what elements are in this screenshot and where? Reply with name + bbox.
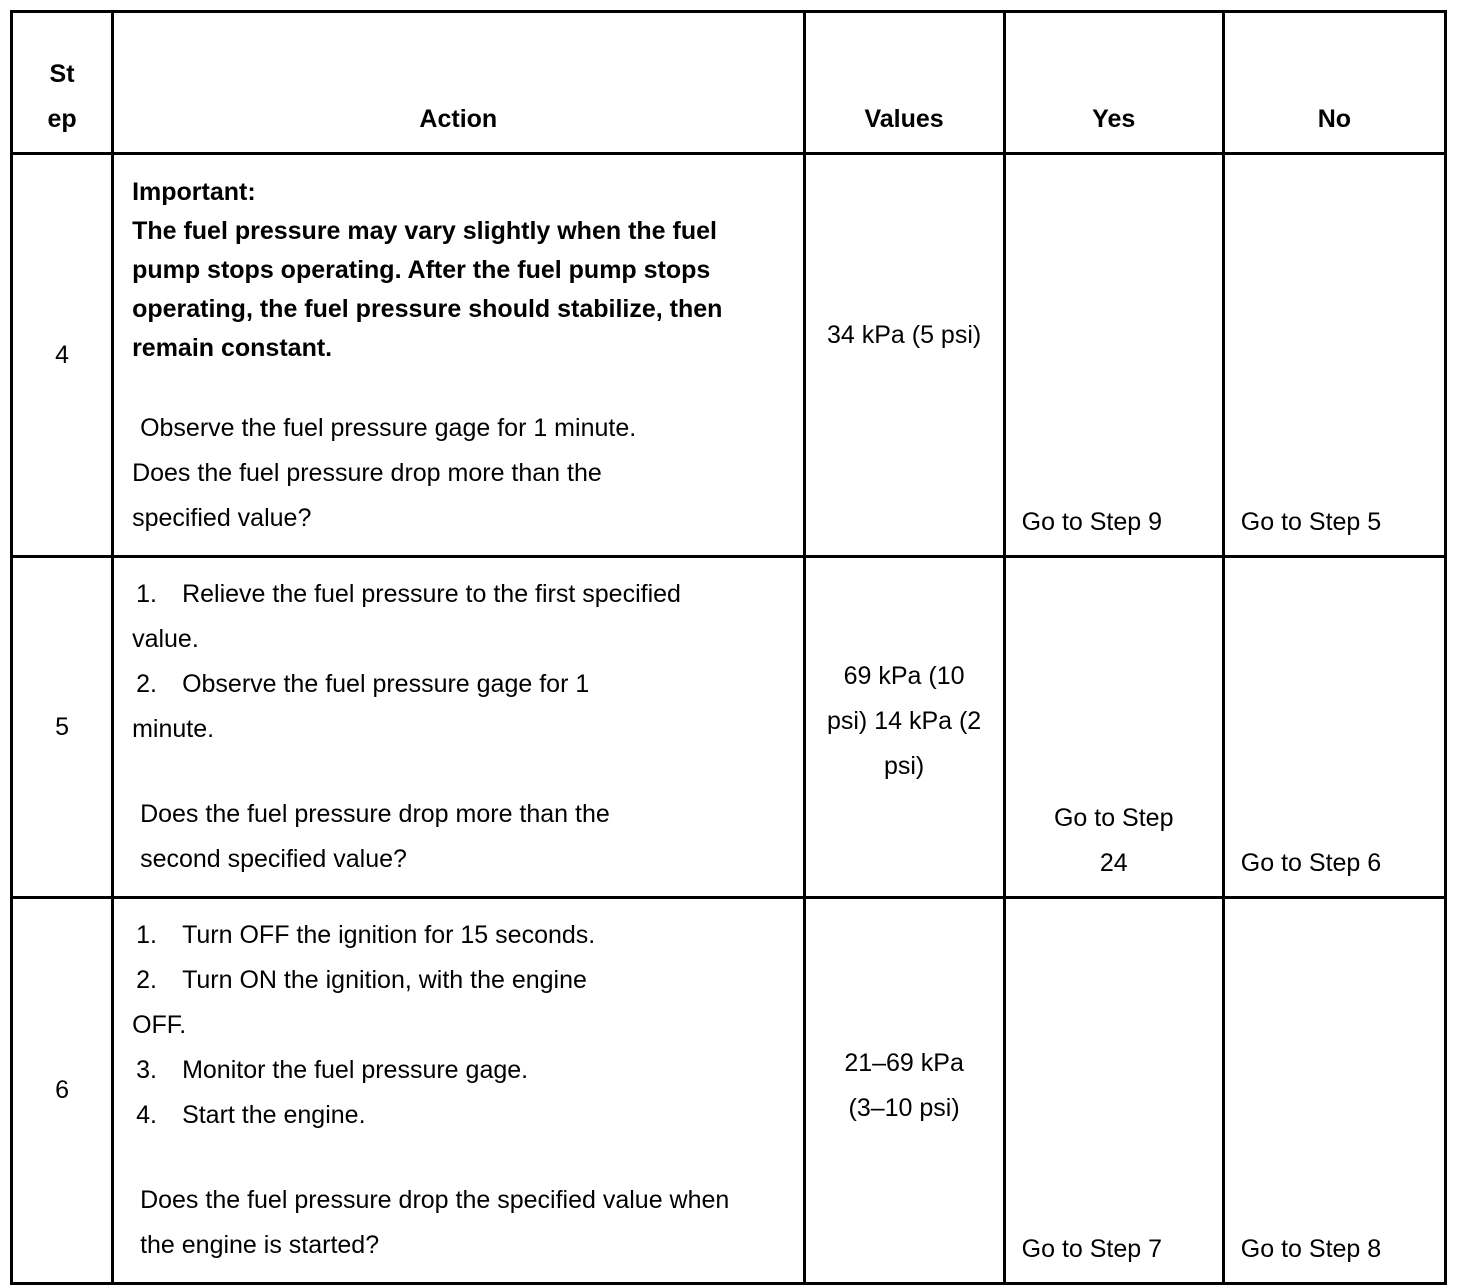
list-item: 4. Start the engine. (136, 1101, 366, 1129)
no-cell: Go to Step 6 (1223, 557, 1445, 898)
no-cell: Go to Step 8 (1223, 898, 1445, 1284)
table-row-step-5 (12, 557, 1446, 898)
important-text: The fuel pressure may vary slightly when the fuel pump stops operating. After the fuel pump stops operating, the fuel pressure should stabilize, then remain constant. (132, 217, 723, 362)
table-row-step-6 (12, 898, 1446, 1284)
action-cell (113, 154, 804, 557)
instruction-text: Observe the fuel pressure gage for 1 minute. (140, 414, 637, 442)
step-number: 4 (12, 154, 113, 557)
header-yes: Yes (1004, 12, 1223, 154)
values-cell (804, 154, 1004, 557)
list-item: 2. Turn ON the ignition, with the engine OFF. (132, 966, 587, 1039)
header-action: Action (113, 12, 804, 154)
no-cell: Go to Step 5 (1223, 154, 1445, 557)
action-cell (113, 557, 804, 898)
table-row-step-4 (12, 154, 1446, 557)
question-text: Does the fuel pressure drop more than the specified value? (132, 459, 602, 532)
list-item: 2. Observe the fuel pressure gage for 1 minute. (132, 670, 590, 743)
values-cell (804, 898, 1004, 1284)
question-text: Does the fuel pressure drop more than the second specified value? (140, 800, 610, 873)
header-step: St ep (12, 12, 113, 154)
yes-cell: Go to Step 9 (1004, 154, 1223, 557)
values-text: 21–69 kPa (3–10 psi) (844, 1048, 964, 1122)
header-values: Values (804, 12, 1004, 154)
values-text: 34 kPa (5 psi) (826, 320, 982, 349)
header-no: No (1223, 12, 1445, 154)
list-item: 1. Turn OFF the ignition for 15 seconds. (136, 921, 596, 949)
step-number: 5 (12, 557, 113, 898)
list-item: 1. Relieve the fuel pressure to the first specified value. (132, 580, 681, 653)
yes-cell: Go to Step 24 (1004, 557, 1223, 898)
diagnostic-table (10, 10, 1447, 1285)
step-number: 6 (12, 898, 113, 1284)
values-cell (804, 557, 1004, 898)
action-cell (113, 898, 804, 1284)
header-row (12, 12, 1446, 154)
list-item: 3. Monitor the fuel pressure gage. (136, 1056, 529, 1084)
yes-cell: Go to Step 7 (1004, 898, 1223, 1284)
question-text: Does the fuel pressure drop the specified value when the engine is started? (140, 1186, 730, 1259)
values-text: 69 kPa (10 psi) 14 kPa (2 psi) (826, 661, 982, 780)
important-label: Important: (132, 178, 256, 206)
